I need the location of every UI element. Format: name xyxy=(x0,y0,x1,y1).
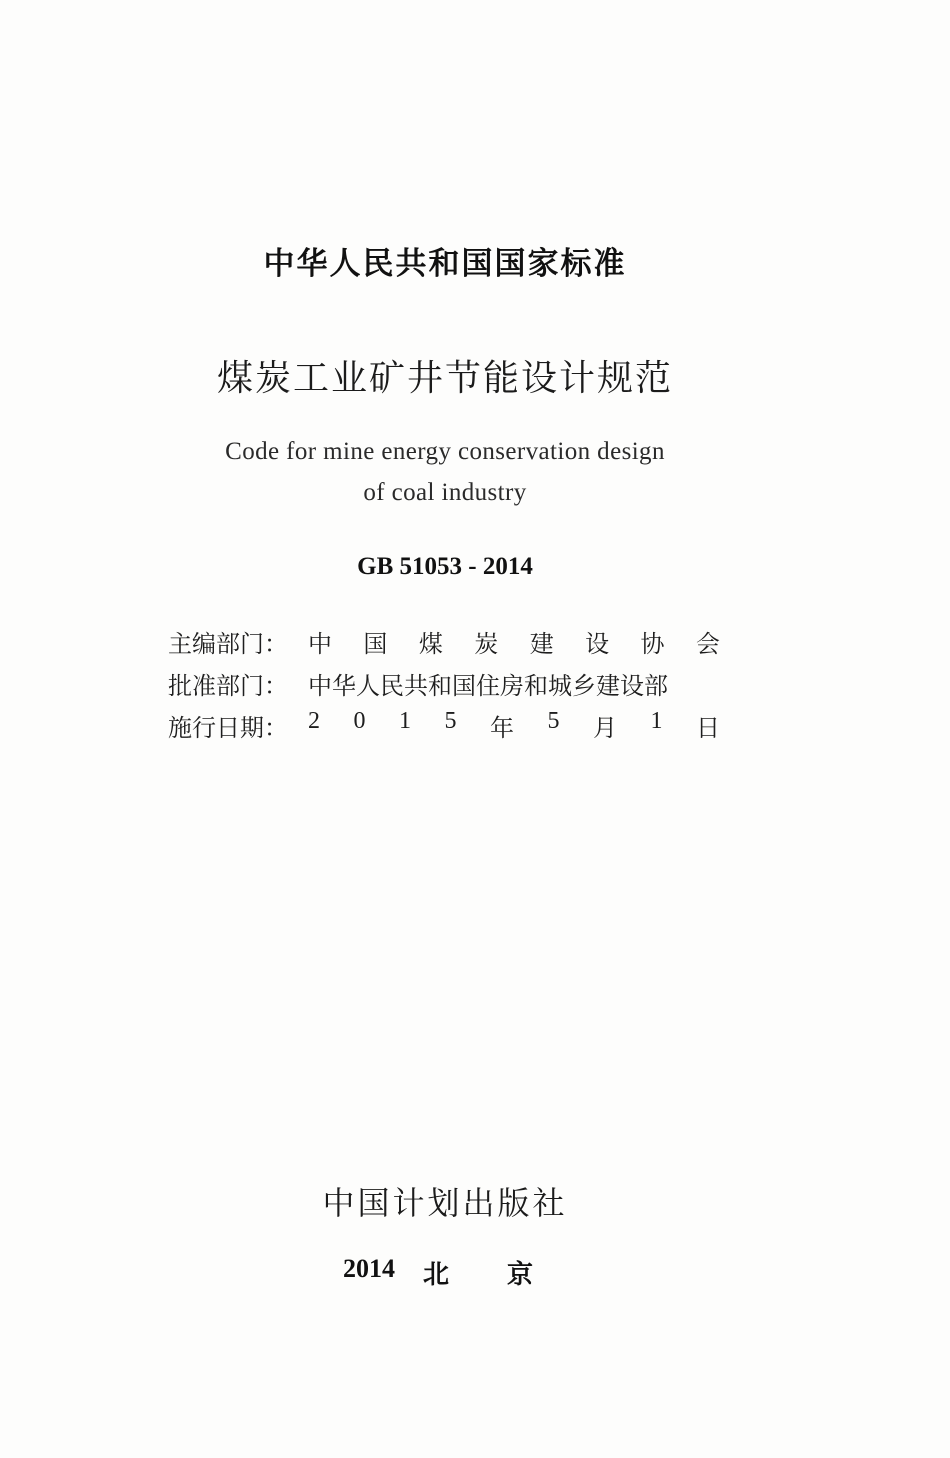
date-char: 2 xyxy=(308,707,320,734)
publication-city-char: 北 xyxy=(423,1260,450,1290)
editor-char: 中 xyxy=(308,629,332,658)
standard-type-heading: 中华人民共和国国家标准 xyxy=(263,246,627,282)
editor-department-row xyxy=(168,624,720,658)
editor-department-value xyxy=(308,624,720,659)
date-char: 1 xyxy=(650,707,663,734)
approver-department-row xyxy=(168,666,720,700)
approver-department-value xyxy=(308,666,720,701)
publication-year: 2014 xyxy=(343,1254,395,1283)
editor-department-label: 主编部门： xyxy=(168,629,288,658)
date-char: 1 xyxy=(399,707,411,734)
editor-char: 设 xyxy=(585,629,610,658)
date-char: 年 xyxy=(490,713,514,742)
editor-char: 煤 xyxy=(418,629,443,658)
publication-city-char: 京 xyxy=(507,1260,534,1290)
editor-char: 建 xyxy=(529,629,554,658)
editor-char: 协 xyxy=(640,629,665,658)
date-char: 0 xyxy=(353,707,366,734)
date-char: 月 xyxy=(593,713,617,742)
editor-char: 会 xyxy=(695,629,720,658)
editor-char: 炭 xyxy=(474,629,499,658)
date-char: 5 xyxy=(444,707,457,734)
approver-department-label: 批准部门： xyxy=(168,671,288,700)
date-char: 5 xyxy=(547,707,560,734)
publisher-name: 中国计划出版社 xyxy=(322,1184,568,1222)
effective-date-value xyxy=(308,708,720,743)
effective-date-label: 施行日期： xyxy=(168,713,288,742)
publication-year-place xyxy=(343,1254,533,1291)
title-english-line-1: Code for mine energy conservation design xyxy=(225,438,665,465)
effective-date-row xyxy=(168,708,720,742)
editor-char: 国 xyxy=(363,629,388,658)
title-english-line-2: of coal industry xyxy=(363,479,527,506)
standard-number: GB 51053 - 2014 xyxy=(357,553,533,580)
approver-department-text: 中华人民共和国住房和城乡建设部 xyxy=(308,671,668,700)
date-char: 日 xyxy=(696,713,720,742)
title-chinese: 煤炭工业矿井节能设计规范 xyxy=(216,358,673,399)
